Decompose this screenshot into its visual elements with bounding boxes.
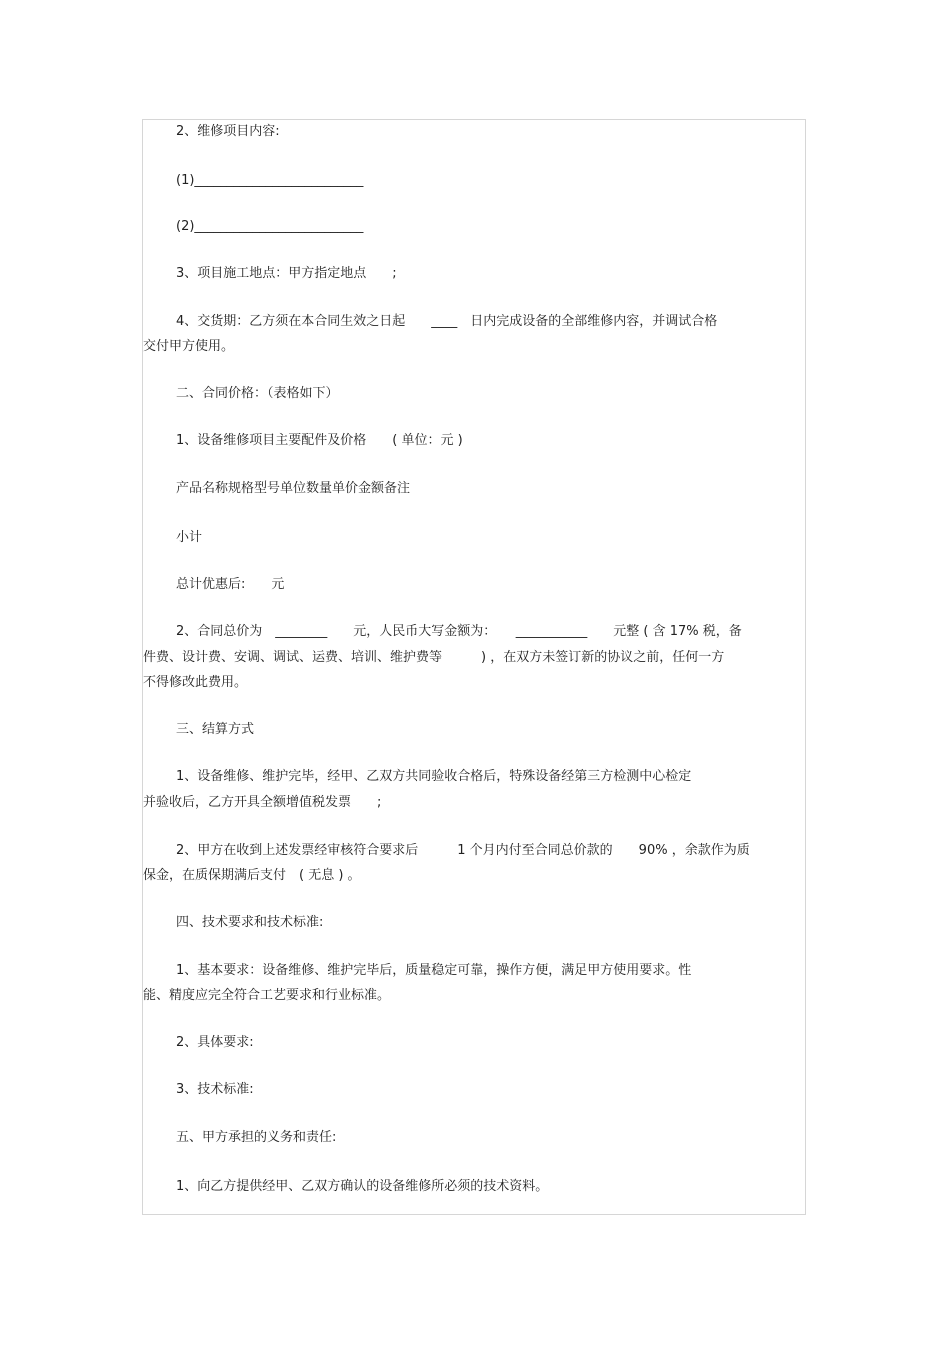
doc-line: 能、精度应完全符合工艺要求和行业标准。 (143, 988, 391, 1003)
doc-line: 交付甲方使用。 (143, 339, 235, 354)
doc-line: (1)__________________________ (176, 173, 364, 188)
doc-line: 3、技术标准: (176, 1082, 254, 1097)
doc-line: 总计优惠后: 元 (176, 577, 285, 592)
doc-line: 产品名称规格型号单位数量单价金额备注 (176, 481, 411, 496)
doc-line: 1、基本要求：设备维修、维护完毕后，质量稳定可靠，操作方便，满足甲方使用要求。性 (176, 963, 692, 978)
section-heading: 五、甲方承担的义务和责任: (176, 1130, 337, 1145)
doc-line: 4、交货期：乙方须在本合同生效之日起 ____ 日内完成设备的全部维修内容，并调试合格 (176, 314, 718, 329)
section-heading: 二、合同价格：（表格如下） (176, 386, 339, 401)
section-heading: 四、技术要求和技术标准: (176, 915, 324, 930)
section-heading: 三、结算方式 (176, 722, 255, 737)
doc-line: 2、维修项目内容: (176, 124, 280, 139)
doc-line: 不得修改此费用。 (143, 675, 248, 690)
doc-line: 并验收后，乙方开具全额增值税发票 ; (143, 795, 382, 810)
doc-line: 1、设备维修、维护完毕，经甲、乙双方共同验收合格后，特殊设备经第三方检测中心检定 (176, 769, 692, 784)
doc-line: 小计 (176, 530, 203, 545)
doc-line: 2、合同总价为 ________ 元，人民币大写金额为： ___________ 元整 ( 含 17% 税，备 (176, 624, 742, 639)
doc-line: 保金，在质保期满后支付 ( 无息 ) 。 (143, 868, 361, 883)
doc-line: (2)__________________________ (176, 219, 364, 234)
doc-line: 1、设备维修项目主要配件及价格 ( 单位：元 ) (176, 433, 463, 448)
doc-line: 2、具体要求: (176, 1035, 254, 1050)
doc-line: 2、甲方在收到上述发票经审核符合要求后 1 个月内付至合同总价款的 90% ，余款作为质 (176, 843, 750, 858)
doc-line: 1、向乙方提供经甲、乙双方确认的设备维修所必须的技术资料。 (176, 1179, 549, 1194)
doc-line: 3、项目施工地点：甲方指定地点 ; (176, 266, 397, 281)
doc-line: 件费、设计费、安调、调试、运费、培训、维护费等 ) ，在双方未签订新的协议之前，任何一方 (143, 650, 725, 665)
